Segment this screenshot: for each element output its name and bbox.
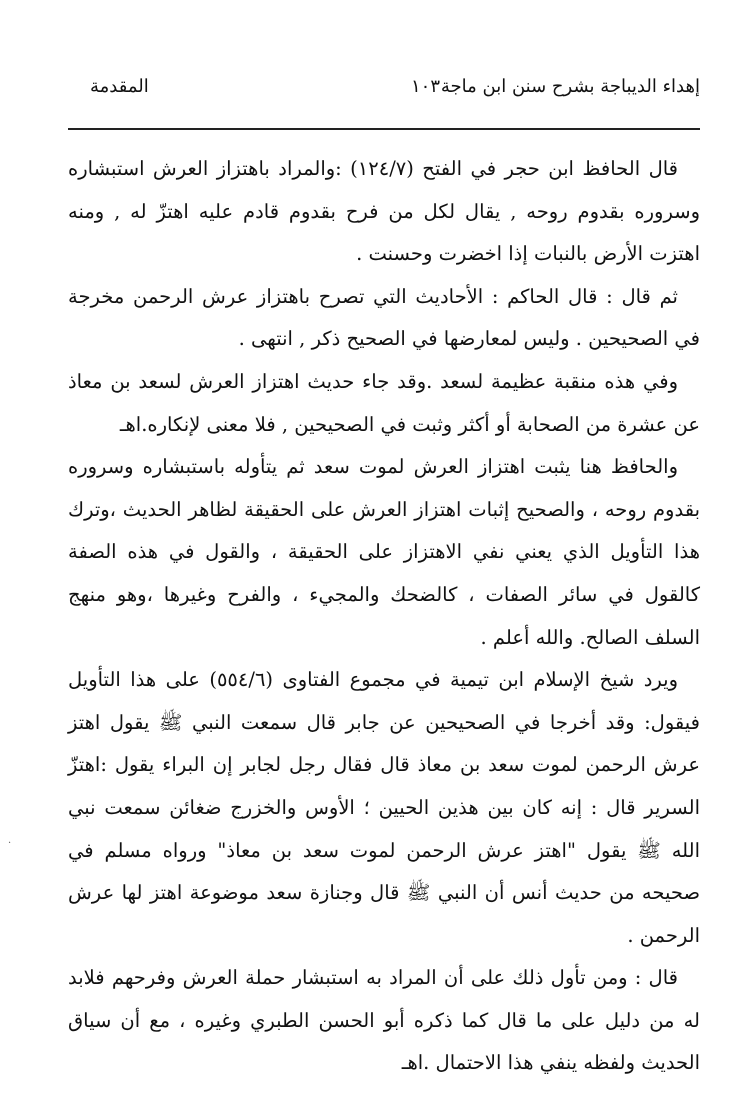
page-body: [68, 148, 700, 1085]
paragraph-author-comment: والحافظ هنا يثبت اهتزاز العرش لموت سعد ثم يتأوله باستبشاره وسروره بقدوم روحه ، والصحيح إثبات اهتزاز العرش على الحقيقة لظاهر الحديث ،وترك هذا التأويل الذي يعني نفي الاهتزاز على الحقيقة ، والقول في هذه الصفة كالقول في سائر الصفات ، كالضحك والمجيء ، والفرح وغيرها ،وهو منهج السلف الصالح. والله أعلم .: [68, 455, 700, 649]
header-divider: [68, 128, 700, 130]
paragraph-saad-merit: وفي هذه منقبة عظيمة لسعد .وقد جاء حديث اهتزاز العرش لسعد بن معاذ عن عشرة من الصحابة أو أكثر وثبت في الصحيحين , فلا معنى لإنكاره.اهـ: [68, 369, 700, 436]
paragraph-ibn-hajar-quote: قال الحافظ ابن حجر في الفتح (١٢٤/٧) :والمراد باهتزاز العرش استبشاره وسروره بقدوم روحه , يقال لكل من فرح بقدوم قادم عليه اهتزّ له , ومنه اهتزت الأرض بالنبات إذا اخضرت وحسنت .: [68, 157, 700, 266]
scan-artifact-dot: ·: [8, 838, 12, 849]
book-title: إهداء الديباجة بشرح سنن ابن ماجة: [440, 76, 700, 97]
section-title: المقدمة: [90, 76, 149, 97]
page-number: ١٠٣: [410, 76, 440, 97]
page-header: [90, 76, 700, 110]
paragraph-conclusion: قال : ومن تأول ذلك على أن المراد به استبشار حملة العرش وفرحهم فلابد له من دليل على ما قال كما ذكره أبو الحسن الطبري وغيره ، مع أن سياق الحديث ولفظه ينفي هذا الاحتمال .اهـ: [68, 966, 700, 1075]
paragraph-ibn-taymiyyah-rebuttal: ويرد شيخ الإسلام ابن تيمية في مجموع الفتاوى (٥٥٤/٦) على هذا التأويل فيقول: وقد أخرجا في الصحيحين عن جابر قال سمعت النبي ﷺ يقول اهتز عرش الرحمن لموت سعد بن معاذ قال فقال رجل لجابر إن البراء يقول :اهتزّ السرير قال : إنه كان بين هذين الحيين ؛ الأوس والخزرج ضغائن سمعت نبي الله ﷺ يقول "اهتز عرش الرحمن لموت سعد بن معاذ" ورواه مسلم في صحيحه من حديث أنس أن النبي ﷺ قال وجنازة سعد موضوعة اهتز لها عرش الرحمن .: [68, 668, 700, 947]
paragraph-hakim-quote: ثم قال : قال الحاكم : الأحاديث التي تصرح باهتزاز عرش الرحمن مخرجة في الصحيحين . وليس لمعارضها في الصحيح ذكر , انتهى .: [68, 284, 700, 351]
